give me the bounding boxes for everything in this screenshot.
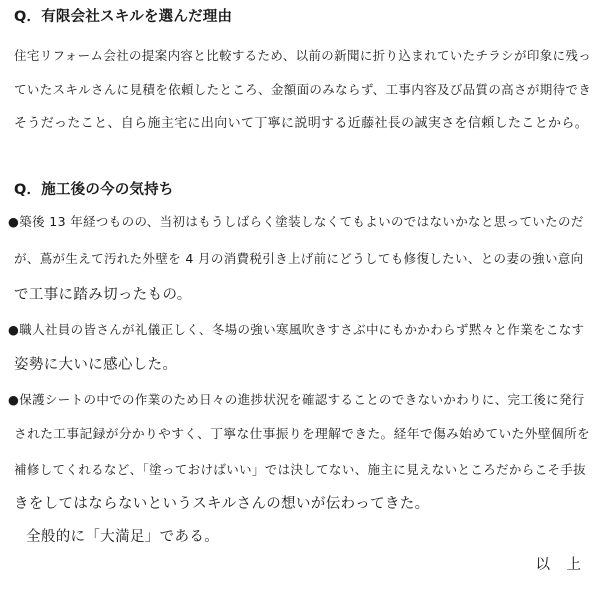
section1-heading: Q．有限会社スキルを選んだ理由 (14, 9, 233, 25)
bullet3-line-2: された工事記録が分かりやすく、丁寧な仕事振りを理解できた。経年で傷み始めていた外壁個所を (14, 427, 591, 442)
bullet2-line-1: ●職人社員の皆さんが礼儀正しく、冬場の強い寒風吹きすさぶ中にもかかわらず黙々と作業をこなす (8, 322, 585, 337)
section1-line-1: 住宅リフォーム会社の提案内容と比較するため、以前の新聞に折り込まれていたチラシが印象に残っ (14, 48, 592, 63)
bullet3-line-3: 補修してくれるなど、「塗っておけばいい」では決してない、施主に見えないところだからこそ手抜 (14, 462, 587, 477)
summary-line: 全般的に「大満足」である。 (26, 529, 220, 545)
bullet1-line-3: で工事に踏み切ったもの。 (14, 287, 192, 303)
closing-text: 以 上 (535, 557, 582, 573)
bullet1-line-1: ●築後 13 年経つものの、当初はもうしばらく塗装しなくてもよいのではないかなと思っていたのだ (8, 214, 584, 229)
section1-line-3: そうだったこと、自ら施主宅に出向いて丁寧に説明する近藤社長の誠実さを信頼したことから。 (14, 116, 589, 131)
bullet3-line-4: きをしてはならないというスキルさんの想いが伝わってきた。 (14, 496, 430, 512)
section2-heading: Q．施工後の今の気持ち (14, 182, 174, 198)
bullet2-line-2: 姿勢に大いに感心した。 (14, 357, 178, 373)
bullet3-line-1: ●保護シートの中での作業のため日々の進捗状況を確認することのできないかわりに、完工後に発行 (8, 392, 585, 407)
section1-line-2: ていたスキルさんに見積を依頼したところ、金額面のみならず、工事内容及び品質の高さが期待でき (14, 82, 592, 97)
bullet1-line-2: が、蔦が生えて汚れた外壁を 4 月の消費税引き上げ前にどうしても修復したい、との妻の強い意向 (14, 251, 584, 266)
